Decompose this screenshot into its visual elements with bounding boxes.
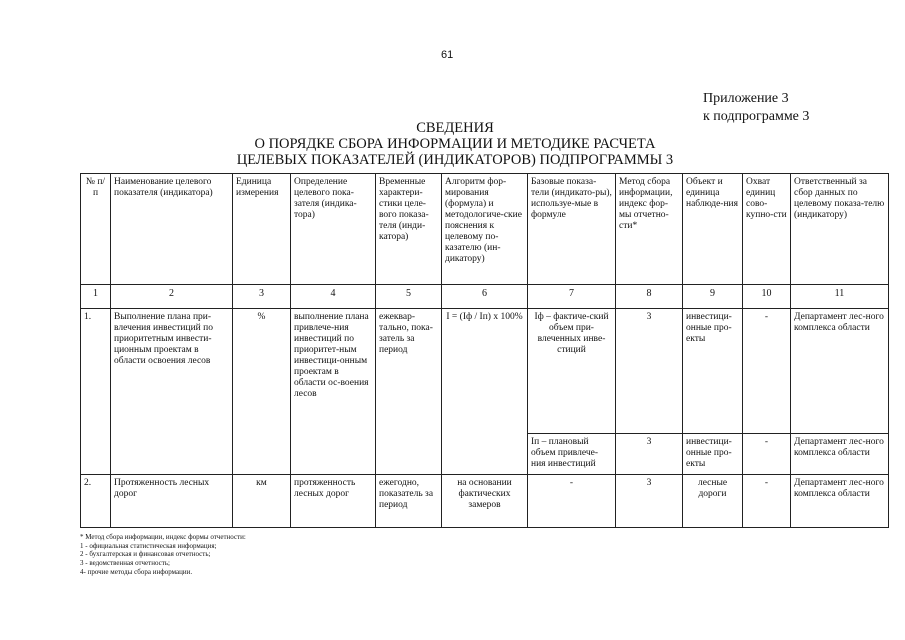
row1-base-b: Iп – плановый объем привлече-ния инвестиций (528, 434, 616, 475)
row1-coverage-a: - (743, 309, 791, 434)
footnote-line: * Метод сбора информации, индекс формы отчетности: (80, 533, 246, 541)
row1-coverage-b: - (743, 434, 791, 475)
row1-method-a: 3 (616, 309, 683, 434)
title-line-3: ЦЕЛЕВЫХ ПОКАЗАТЕЛЕЙ (ИНДИКАТОРОВ) ПОДПРОГРАММЫ 3 (236, 152, 674, 168)
row1-definition: выполнение плана привлече-ния инвестиций по приоритет-ным инвестици-онным проектам в области ос-воения лесов (291, 309, 376, 475)
header-cell-time: Временные характери-стики целе-вого показа-теля (инди-катора) (376, 174, 442, 285)
table-row (81, 475, 889, 528)
header-cell-method: Метод сбора информации, индекс фор-мы отчетно-сти* (616, 174, 683, 285)
appendix-line-2: к подпрограмме 3 (703, 109, 810, 124)
header-cell-base: Базовые показа-тели (индикато-ры), используе-мые в формуле (528, 174, 616, 285)
title-line-1: СВЕДЕНИЯ (416, 120, 494, 136)
column-number: 10 (743, 285, 791, 309)
table-number-row (81, 285, 889, 309)
column-number: 7 (528, 285, 616, 309)
header-cell-coverage: Охват единиц сово-купно-сти (743, 174, 791, 285)
appendix-line-1: Приложение 3 (703, 91, 789, 106)
column-number: 8 (616, 285, 683, 309)
column-number: 4 (291, 285, 376, 309)
row2-number: 2. (81, 475, 111, 528)
document-title (200, 120, 710, 168)
footnote-line: 4- прочие методы сбора информации. (80, 567, 193, 576)
column-number: 2 (111, 285, 233, 309)
row2-formula: на основании фактических замеров (442, 475, 528, 528)
row2-responsible: Департамент лес-ного комплекса области (791, 475, 889, 528)
title-line-2: О ПОРЯДКЕ СБОРА ИНФОРМАЦИИ И МЕТОДИКЕ РАСЧЕТА (254, 136, 656, 152)
row2-time: ежегодно, показатель за период (376, 475, 442, 528)
header-cell-unit: Единица измерения (233, 174, 291, 285)
column-number: 3 (233, 285, 291, 309)
row2-base: - (528, 475, 616, 528)
row1-method-b: 3 (616, 434, 683, 475)
footnote-line: 3 - ведомственная отчетность; (80, 559, 170, 568)
row1-object-b: инвестици-онные про-екты (683, 434, 743, 475)
row1-time: ежеквар-тально, пока-затель за период (376, 309, 442, 475)
row2-definition: протяженность лесных дорог (291, 475, 376, 528)
page-number: 61 (441, 49, 454, 61)
row2-method: 3 (616, 475, 683, 528)
row1-base-a: Iф – фактиче-ский объем при-влеченных инве-стиций (528, 309, 616, 434)
header-cell-num: № п/п (81, 174, 111, 285)
header-cell-formula: Алгоритм фор-мирования (формула) и методологиче-ские пояснения к целевому по-казателю (ин-дикатору) (442, 174, 528, 285)
header-cell-definition: Определение целевого пока-зателя (индика-тора) (291, 174, 376, 285)
table-row (81, 309, 889, 434)
footnote (80, 533, 246, 577)
header-cell-name: Наименование целевого показателя (индикатора) (111, 174, 233, 285)
row1-unit: % (233, 309, 291, 475)
header-cell-responsible: Ответственный за сбор данных по целевому показа-телю (индикатору) (791, 174, 889, 285)
column-number: 1 (81, 285, 111, 309)
header-cell-object: Объект и единица наблюде-ния (683, 174, 743, 285)
row2-object: лесные дороги (683, 475, 743, 528)
row2-name: Протяженность лесных дорог (111, 475, 233, 528)
indicators-table (80, 173, 889, 528)
appendix-label (703, 90, 809, 126)
row1-name: Выполнение плана при-влечения инвестиций по приоритетным инвести-ционным проектам в области освоения лесов (111, 309, 233, 475)
row1-responsible-b: Департамент лес-ного комплекса области (791, 434, 889, 475)
row1-responsible-a: Департамент лес-ного комплекса области (791, 309, 889, 434)
footnote-line: 1 - официальная статистическая информация; (80, 541, 217, 550)
row1-number: 1. (81, 309, 111, 475)
row2-coverage: - (743, 475, 791, 528)
column-number: 9 (683, 285, 743, 309)
column-number: 5 (376, 285, 442, 309)
table-header-row (81, 174, 889, 285)
column-number: 11 (791, 285, 889, 309)
column-number: 6 (442, 285, 528, 309)
row2-unit: км (233, 475, 291, 528)
row1-object-a: инвестици-онные про-екты (683, 309, 743, 434)
footnote-line: 2 - бухгалтерская и финансовая отчетность; (80, 550, 211, 559)
row1-formula: I = (Iф / Iп) х 100% (442, 309, 528, 475)
